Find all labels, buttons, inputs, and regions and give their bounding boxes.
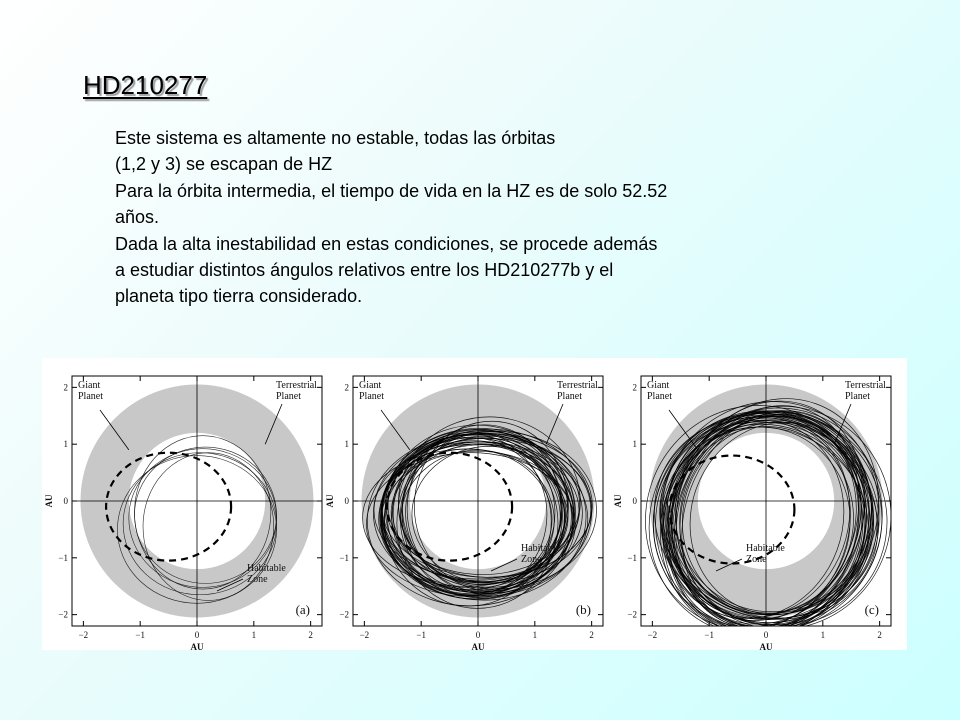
panel-tag: (a): [295, 602, 310, 617]
orbit-plot-b: [325, 358, 619, 652]
y-tick-label: 0: [344, 496, 349, 506]
x-tick-label: 2: [589, 630, 594, 640]
body-line: (1,2 y 3) se escapan de HZ: [115, 154, 333, 175]
x-tick-label: −2: [647, 630, 658, 640]
y-axis-label: AU: [613, 494, 623, 508]
terrestrial-planet-label: Terrestrial Planet: [557, 380, 598, 402]
x-tick-label: −2: [78, 630, 89, 640]
slide-title: HD210277: [83, 70, 208, 100]
x-tick-label: −1: [704, 630, 714, 640]
y-tick-label: 0: [632, 496, 637, 506]
y-tick-label: 2: [632, 382, 637, 393]
orbit-figure-panel-a: [42, 358, 334, 650]
x-tick-label: −1: [135, 630, 145, 640]
panel-tag: (c): [864, 602, 879, 617]
x-axis-label: AU: [759, 642, 773, 652]
y-tick-label: −2: [58, 609, 68, 620]
y-axis-label: AU: [325, 494, 335, 508]
y-tick-label: −1: [58, 552, 68, 563]
x-tick-label: 2: [877, 630, 882, 640]
giant-planet-label: Giant Planet: [78, 380, 103, 402]
y-tick-label: −2: [627, 609, 637, 620]
y-tick-label: −2: [339, 609, 349, 620]
x-axis-label: AU: [471, 642, 485, 652]
orbit-figure-panel-c: [613, 358, 907, 652]
body-line: a estudiar distintos ángulos relativos entre los HD210277b y el: [115, 260, 614, 281]
x-tick-label: −1: [416, 630, 426, 640]
orbit-figure-panel-b: [325, 358, 619, 652]
y-tick-label: −1: [339, 552, 349, 563]
panel-tag: (b): [575, 602, 591, 617]
y-tick-label: −1: [627, 552, 637, 563]
x-axis-label: AU: [190, 642, 204, 652]
slide-body-text: [115, 125, 815, 310]
habitable-zone-label: Habitable Zone: [247, 563, 286, 585]
y-tick-label: 2: [63, 382, 68, 393]
y-tick-label: 0: [63, 496, 68, 506]
body-line: Dada la alta inestabilidad en estas condiciones, se procede además: [115, 233, 658, 254]
body-line: planeta tipo tierra considerado.: [115, 286, 363, 307]
body-line: Para la órbita intermedia, el tiempo de vida en la HZ es de solo 52.52: [115, 180, 668, 201]
habitable-zone-label: Habitable Zone: [746, 543, 785, 565]
x-tick-label: 1: [820, 630, 826, 640]
orbit-plot-a: [42, 358, 334, 650]
body-line: Este sistema es altamente no estable, todas las órbitas: [115, 128, 556, 148]
terrestrial-planet-label: Terrestrial Planet: [845, 380, 886, 402]
x-tick-label: 1: [532, 630, 538, 640]
x-tick-label: 0: [475, 630, 481, 640]
x-tick-label: −2: [359, 630, 370, 640]
y-tick-label: 2: [344, 382, 349, 393]
body-line: años.: [115, 207, 160, 228]
terrestrial-planet-label: Terrestrial Planet: [276, 380, 317, 402]
x-tick-label: 0: [763, 630, 769, 640]
habitable-zone-label: Habitable Zone: [521, 543, 560, 565]
x-tick-label: 2: [308, 630, 313, 640]
y-tick-label: 1: [63, 439, 68, 450]
y-axis-label: AU: [44, 494, 54, 508]
x-tick-label: 0: [194, 630, 200, 640]
orbit-plot-c: [613, 358, 907, 652]
giant-planet-label: Giant Planet: [359, 380, 384, 402]
y-tick-label: 1: [344, 439, 349, 450]
giant-planet-label: Giant Planet: [647, 380, 672, 402]
y-tick-label: 1: [632, 439, 637, 450]
x-tick-label: 1: [251, 630, 257, 640]
